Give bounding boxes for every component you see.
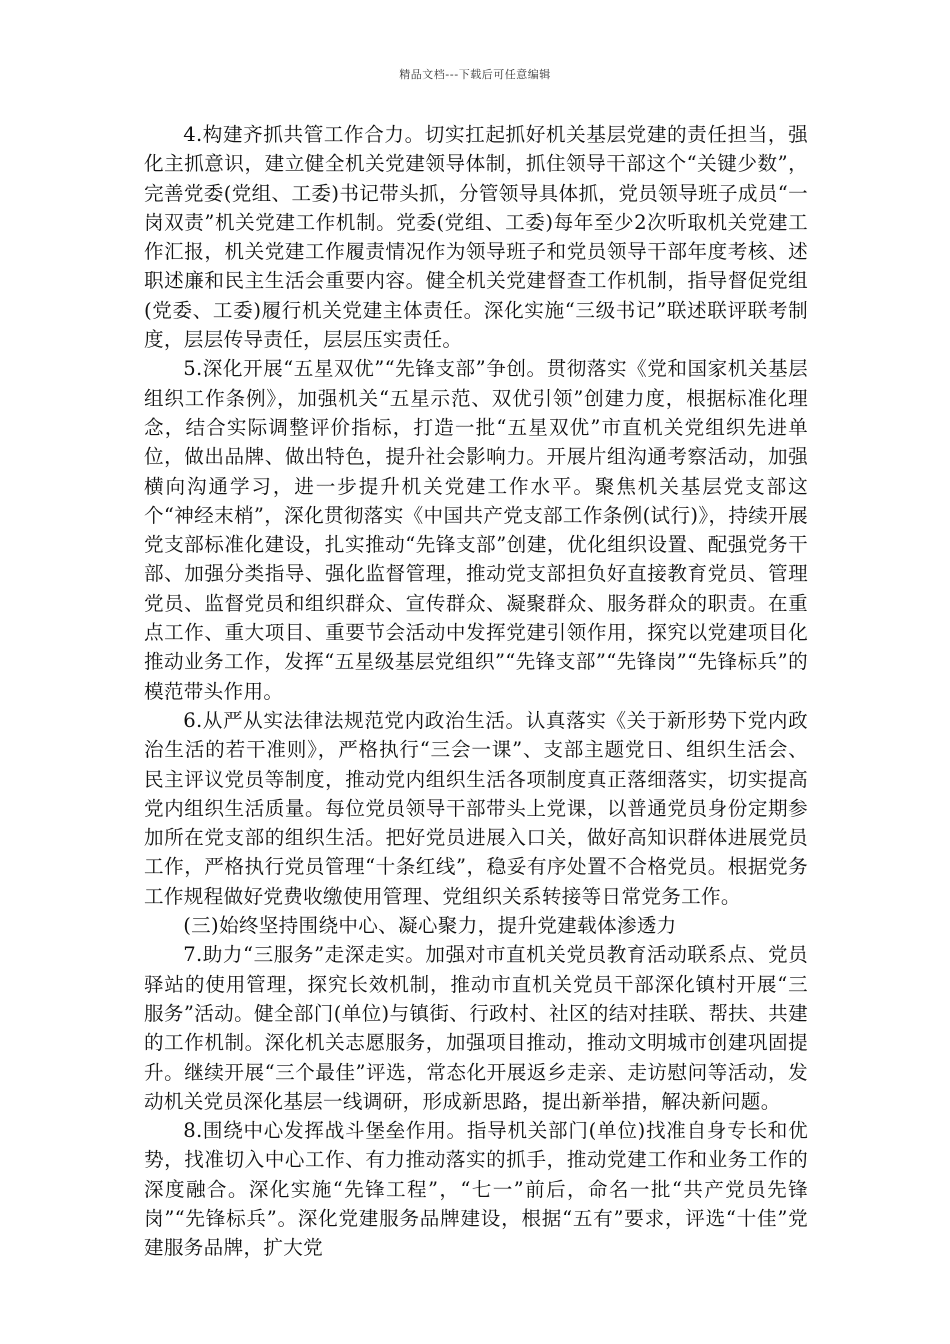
section-heading-3: (三)始终坚持围绕中心、凝心聚力，提升党建载体渗透力 [183, 914, 677, 938]
paragraph-7: 7.助力“三服务”走深走实。加强对市直机关党员教育活动联系点、党员驿站的使用管理，探究长效机制，推动市直机关党员干部深化镇村开展“三服务”活动。健全部门(单位)与镇街、行政村、社区的结对挂联、帮扶、共建的工作机制。深化机关志愿服务，加强项目推动，推动文明城市创建巩固提升。继续开展“三个最佳”评选，常态化开展返乡走亲、走访慰问等活动，发动机关党员深化基层一线调研，形成新思路，提出新举措，解决新问题。 [144, 943, 808, 1113]
paragraph-6: 6.从严从实法律法规范党内政治生活。认真落实《关于新形势下党内政治生活的若干准则》，严格执行“三会一课”、支部主题党日、组织生活会、民主评议党员等制度，推动党内组织生活各项制度真正落细落实，切实提高党内组织生活质量。每位党员领导干部带头上党课，以普通党员身份定期参加所在党支部的组织生活。把好党员进展入口关，做好高知识群体进展党员工作，严格执行党员管理“十条红线”，稳妥有序处置不合格党员。根据党务工作规程做好党费收缴使用管理、党组织关系转接等日常党务工作。 [144, 708, 808, 908]
page-header: 精品文档---下载后可任意编辑 [399, 68, 551, 81]
paragraph-5: 5.深化开展“五星双优”“先锋支部”争创。贯彻落实《党和国家机关基层组织工作条例》，加强机关“五星示范、双优引领”创建力度，根据标准化理念，结合实际调整评价指标，打造一批“五星双优”市直机关党组织先进单位，做出品牌、做出特色，提升社会影响力。开展片组沟通考察活动，加强横向沟通学习，进一步提升机关党建工作水平。聚焦机关基层党支部这个“神经末梢”，深化贯彻落实《中国共产党支部工作条例(试行)》，持续开展党支部标准化建设，扎实推动“先锋支部”创建，优化组织设置、配强党务干部、加强分类指导、强化监督管理，推动党支部担负好直接教育党员、管理党员、监督党员和组织群众、宣传群众、凝聚群众、服务群众的职责。在重点工作、重大项目、重要节会活动中发挥党建引领作用，探究以党建项目化推动业务工作，发挥“五星级基层党组织”“先锋支部”“先锋岗”“先锋标兵”的模范带头作用。 [144, 357, 808, 703]
document-body [144, 120, 808, 1263]
paragraph-8: 8.围绕中心发挥战斗堡垒作用。指导机关部门(单位)找准自身专长和优势，找准切入中心工作、有力推动落实的抓手，推动党建工作和业务工作的深度融合。深化实施“先锋工程”，“七一”前后，命名一批“共产党员先锋岗”“先锋标兵”。深化党建服务品牌建设，根据“五有”要求，评选“十佳”党建服务品牌，扩大党 [144, 1119, 808, 1260]
paragraph-4: 4.构建齐抓共管工作合力。切实扛起抓好机关基层党建的责任担当，强化主抓意识，建立健全机关党建领导体制，抓住领导干部这个“关键少数”，完善党委(党组、工委)书记带头抓，分管领导具体抓，党员领导班子成员“一岗双责”机关党建工作机制。党委(党组、工委)每年至少2次听取机关党建工作汇报，机关党建工作履责情况作为领导班子和党员领导干部年度考核、述职述廉和民主生活会重要内容。健全机关党建督查工作机制，指导督促党组(党委、工委)履行机关党建主体责任。深化实施“三级书记”联述联评联考制度，层层传导责任，层层压实责任。 [144, 123, 808, 352]
